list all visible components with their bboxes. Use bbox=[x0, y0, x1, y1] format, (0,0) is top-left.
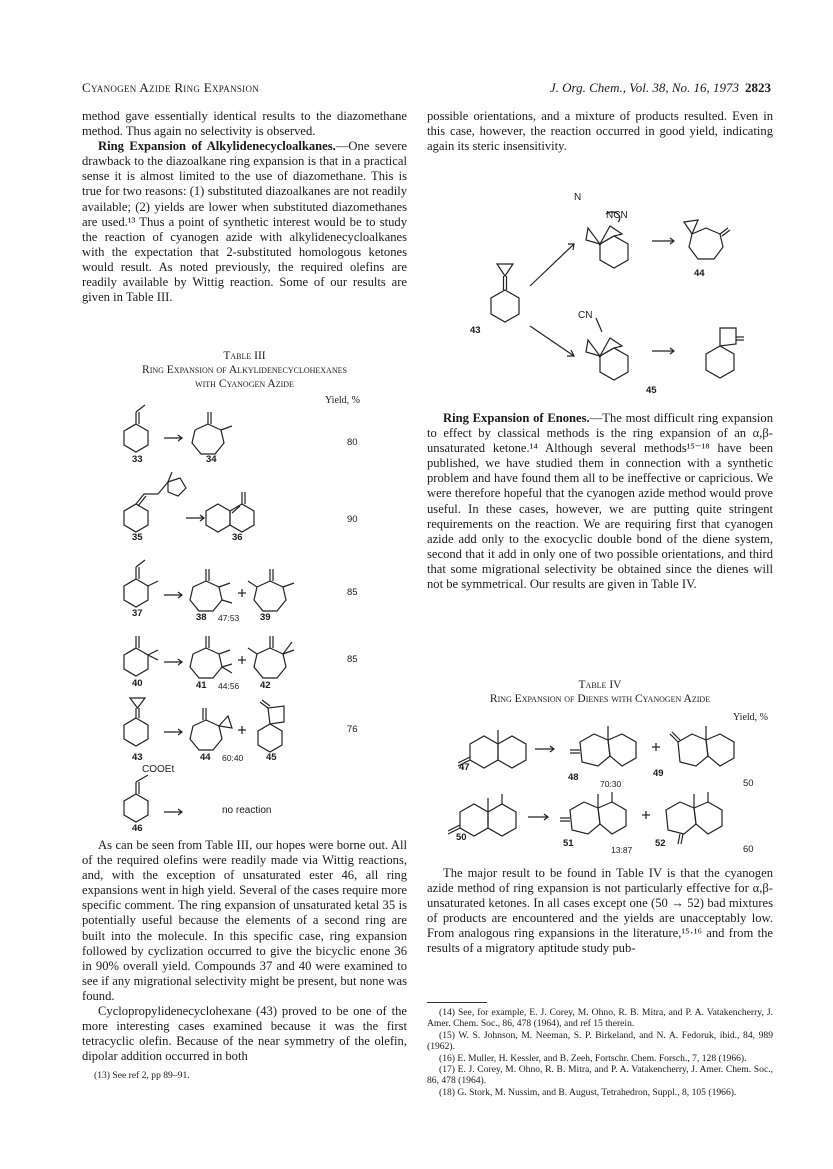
label-47: 47 bbox=[459, 762, 470, 773]
compound-48 bbox=[570, 726, 636, 766]
label-41: 41 bbox=[196, 680, 207, 691]
yield-row-1: 80 bbox=[347, 437, 358, 448]
table4-yield-header: Yield, % bbox=[733, 712, 768, 723]
yield-row-50: 60 bbox=[743, 844, 754, 855]
arrow bbox=[528, 814, 548, 820]
footnote-14: (14) See, for example, E. J. Corey, M. Ohno, R. B. Mitra, and P. A. Vatakencherry, J. Amer. Chem. Soc., 86, 478 (1964), and ref 15 therein. bbox=[427, 1007, 773, 1030]
compound-37 bbox=[124, 560, 158, 607]
plus bbox=[238, 656, 246, 664]
label-33: 33 bbox=[132, 454, 143, 465]
scheme-label-45: 45 bbox=[646, 385, 657, 396]
label-52: 52 bbox=[655, 838, 666, 849]
triazoline-2 bbox=[586, 318, 628, 380]
label-45: 45 bbox=[266, 752, 277, 763]
label-48: 48 bbox=[568, 772, 579, 783]
table4-caption bbox=[427, 678, 773, 706]
running-head: Cyanogen Azide Ring Expansion bbox=[82, 80, 260, 95]
right-column-top bbox=[427, 109, 773, 154]
paragraph-text: —The most difficult ring expansion to effect by classical methods is the ring expansion of an α,β-unsaturated ketone.¹⁴ Although several methods¹⁵⁻¹⁸ have been published, we have studied them in connection with a synthetic problem and have found them all to be ineffective or capricious. We were therefore hopeful that the cyanogen azide method would prove useful. In these cases, however, we are putting quite stringent requirements on the reaction. We are requiring first that cyanogen azide add only to the exocyclic double bond of the diene system, second that it add in only one of two possible orientations, and third that some migrational selectivity be obtained since the dienes will not be symmetrical. Our results are given in Table IV. bbox=[427, 411, 773, 592]
label-36: 36 bbox=[232, 532, 243, 543]
paragraph-text: —One severe drawback to the diazoalkane ring expansion is that in a practical sense it is almost limited to the use of diazomethane. This is true for two reasons: (1) substituted diazoalkanes are not readily available; (2) yields are lower when substituted diazomethanes are used.¹³ Thus a point of synthetic interest would be to study the reaction of cyanogen azide with alkylidenecycloalkanes with the expectation that 2-substituted homologous ketones would result. As noted previously, the required olefins are readily available by Wittig reaction. Some of our results are given in Table III. bbox=[82, 139, 407, 305]
ratio-row-3: 47:53 bbox=[218, 613, 240, 623]
compound-49 bbox=[670, 726, 734, 766]
left-column-top bbox=[82, 109, 407, 305]
footnote-16: (16) E. Muller, H. Kessler, and B. Zeeh, Fortschr. Chem. Forsch., 7, 128 (1966). bbox=[439, 1052, 747, 1064]
table4-title: Ring Expansion of Dienes with Cyanogen Azide bbox=[489, 693, 711, 705]
yield-row-47: 50 bbox=[743, 778, 754, 789]
arrow-down bbox=[530, 326, 574, 356]
ratio-row-4: 44:56 bbox=[218, 681, 240, 691]
paragraph: possible orientations, and a mixture of products resulted. Even in this case, however, the reaction occurred in good yield, indicating again its steric insensitivity. bbox=[427, 109, 773, 154]
journal-name: J. Org. Chem., Vol. 38, No. 16, 1973 bbox=[549, 80, 739, 95]
table3-number: Table III bbox=[223, 350, 266, 362]
n-label: N bbox=[574, 192, 582, 203]
compound-52 bbox=[666, 792, 722, 844]
table3-title-2: with Cyanogen Azide bbox=[195, 378, 294, 390]
label-50: 50 bbox=[456, 832, 467, 843]
arrow bbox=[186, 515, 204, 521]
compound-41 bbox=[190, 636, 232, 678]
compound-43-scheme bbox=[491, 264, 519, 322]
yield-row-3: 85 bbox=[347, 587, 358, 598]
compound-39 bbox=[248, 569, 294, 611]
table3-caption bbox=[82, 349, 407, 391]
section-heading: Ring Expansion of Alkylidenecycloalkanes. bbox=[98, 139, 336, 154]
table4-structures bbox=[430, 722, 740, 852]
footnote-17: (17) E. J. Corey, M. Ohno, R. B. Mitra, and P. A. Vatakencherry, J. Amer. Chem. Soc., 86, 478 (1964). bbox=[427, 1064, 773, 1087]
label-51: 51 bbox=[563, 838, 574, 849]
compound-45-scheme bbox=[706, 328, 744, 378]
ncn-label: NCN bbox=[606, 210, 628, 221]
paragraph bbox=[82, 139, 407, 305]
table4-number: Table IV bbox=[578, 679, 622, 691]
cn-label: CN bbox=[578, 310, 593, 321]
journal-citation bbox=[550, 80, 771, 96]
arrow-r2 bbox=[652, 348, 674, 354]
yield-row-5: 76 bbox=[347, 724, 358, 735]
cooet-label: COOEt bbox=[142, 764, 175, 775]
left-column-bottom bbox=[82, 838, 407, 1064]
compound-36 bbox=[206, 492, 254, 532]
label-49: 49 bbox=[653, 768, 664, 779]
page-number: 2823 bbox=[745, 80, 771, 95]
compound-42 bbox=[248, 636, 294, 678]
footnote-rule bbox=[427, 1002, 487, 1003]
ratio-row-47: 70:30 bbox=[600, 779, 622, 789]
plus bbox=[652, 743, 660, 751]
compound-45 bbox=[258, 700, 284, 752]
compound-35 bbox=[124, 472, 186, 532]
compound-43 bbox=[124, 698, 148, 746]
plus bbox=[238, 726, 246, 734]
compound-51 bbox=[560, 792, 626, 834]
compound-44-scheme bbox=[684, 220, 730, 259]
compound-46 bbox=[124, 775, 148, 822]
paragraph: The major result to be found in Table IV is that the cyanogen azide method of ring expansion is not particularly effective for α,β-unsaturated ketones. In all cases except one (50 → 52) bad mixtures of products are encountered and the yields are unacceptably low. From analogous ring expansions in the literature,¹⁵·¹⁶ and from the results of a migratory aptitude study pub- bbox=[427, 866, 773, 956]
arrow bbox=[164, 729, 182, 735]
ratio-row-50: 13:87 bbox=[611, 845, 633, 855]
arrow bbox=[164, 435, 182, 441]
compound-33 bbox=[124, 405, 148, 452]
right-column-bottom bbox=[427, 866, 773, 957]
label-35: 35 bbox=[132, 532, 143, 543]
scheme-label-43: 43 bbox=[470, 325, 481, 336]
arrow bbox=[164, 809, 182, 815]
arrow bbox=[535, 746, 554, 752]
section-heading: Ring Expansion of Enones. bbox=[443, 411, 590, 425]
label-34: 34 bbox=[206, 454, 217, 465]
label-42: 42 bbox=[260, 680, 271, 691]
paragraph: Cyclopropylidenecyclohexane (43) proved to be one of the more interesting cases examined because it was the first tetracyclic olefin. Because of the near symmetry of the olefin, dipolar addition occurred in both bbox=[82, 1004, 407, 1064]
compound-44 bbox=[190, 708, 232, 750]
arrow-r1 bbox=[652, 238, 674, 244]
label-39: 39 bbox=[260, 612, 271, 623]
arrow bbox=[164, 592, 182, 598]
footnote-text: (13) See ref 2, pp 89–91. bbox=[94, 1070, 190, 1081]
footnote-15: (15) W. S. Johnson, M. Neeman, S. P. Birkeland, and N. A. Fedoruk, ibid., 84, 989 (1962). bbox=[427, 1029, 773, 1053]
table3-title-1: Ring Expansion of Alkylidenecyclohexanes bbox=[142, 364, 347, 376]
ratio-row-5: 60:40 bbox=[222, 753, 244, 763]
label-40: 40 bbox=[132, 678, 143, 689]
label-38: 38 bbox=[196, 612, 207, 623]
arrow-up bbox=[530, 244, 574, 286]
arrow bbox=[164, 659, 182, 665]
footnote-13 bbox=[82, 1070, 407, 1081]
paragraph: As can be seen from Table III, our hopes were borne out. All of the required olefins were readily made via Wittig reactions, and, with the exception of unsaturated ester 46, all ring expansions went in high yield. Several of the cases require more specific comment. The ring expansion of unsaturated ketal 35 is potentially useful because the elements of a second ring are built into the molecule. In this specific case, ring expansion followed by cyclization occurred to give the bicyclic enone 36 in 90% overall yield. Compounds 37 and 40 were examined to see if any migrational selectivity might be present, but none was found. bbox=[82, 838, 407, 1003]
paragraph bbox=[427, 411, 773, 592]
scheme-label-44: 44 bbox=[694, 268, 705, 279]
label-46: 46 bbox=[132, 823, 143, 834]
compound-50 bbox=[448, 794, 516, 836]
plus bbox=[642, 811, 650, 819]
compound-38 bbox=[190, 569, 232, 611]
paragraph: method gave essentially identical results to the diazomethane method. Thus again no selectivity is observed. bbox=[82, 109, 407, 139]
no-reaction-label: no reaction bbox=[222, 805, 272, 816]
footnotes bbox=[427, 1007, 773, 1098]
right-column-middle bbox=[427, 411, 773, 592]
plus bbox=[238, 589, 246, 597]
table3-structures bbox=[120, 400, 380, 825]
compound-34 bbox=[192, 412, 232, 454]
label-43: 43 bbox=[132, 752, 143, 763]
footnote-18: (18) G. Stork, M. Nussim, and B. August, Tetrahedron, Suppl., 8, 105 (1966). bbox=[439, 1086, 737, 1098]
compound-40 bbox=[124, 636, 158, 676]
yield-row-4: 85 bbox=[347, 654, 358, 665]
label-44: 44 bbox=[200, 752, 211, 763]
yield-row-2: 90 bbox=[347, 514, 358, 525]
table3-yield-header: Yield, % bbox=[325, 395, 360, 406]
label-37: 37 bbox=[132, 608, 143, 619]
